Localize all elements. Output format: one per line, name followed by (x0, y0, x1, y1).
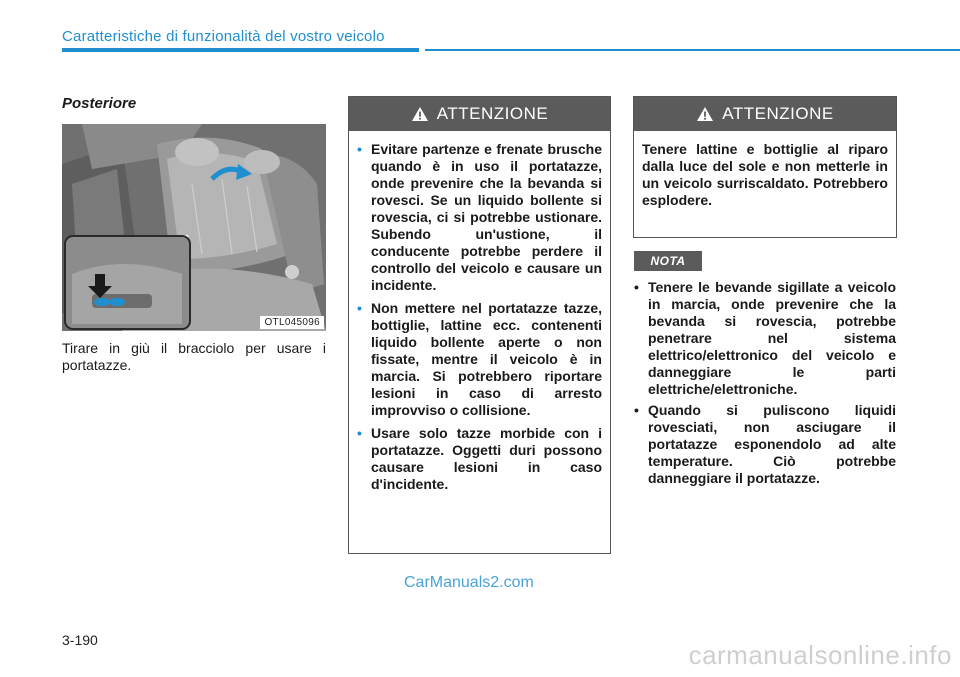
section-subheading: Posteriore (62, 95, 137, 112)
warning-header-1 (349, 97, 610, 131)
watermark-link[interactable]: CarManuals2.com (404, 574, 534, 591)
header-rule-thin (425, 49, 960, 51)
page-number: 3-190 (62, 632, 98, 648)
bullet-dot: • (357, 141, 362, 157)
warning-title-2: ATTENZIONE (722, 104, 834, 123)
warning-box-2 (633, 96, 897, 238)
warning-item: • Usare solo tazze morbide con i portatazze. Oggetti duri possono causare lesioni in caso d'incidente. (357, 425, 602, 492)
warning-item: • Evitare partenze e frenate brusche quando è in uso il portatazze, onde prevenire che la bevanda si rovesci. Se un liquido bollente si rovescia, ci si potrebbe ustionare. Subendo un'ustione, il conducente potrebbe perdere il controllo del veicolo e causare un incidente. (357, 141, 602, 293)
footer-watermark: carmanualsonline.info (688, 640, 952, 670)
warning-header-2 (634, 97, 896, 131)
nota-list (634, 279, 896, 491)
rear-seat-illustration (62, 124, 326, 331)
figure-code: OTL045096 (260, 316, 324, 329)
warning-triangle-icon (411, 106, 429, 122)
nota-badge: NOTA (634, 251, 702, 271)
warning-triangle-icon (696, 106, 714, 122)
bullet-dot: • (634, 402, 639, 418)
header-rule-thick (62, 48, 419, 52)
figure-caption: Tirare in giù il bracciolo per usare i portatazze. (62, 340, 326, 373)
bullet-dot: • (357, 300, 362, 316)
bullet-dot: • (357, 425, 362, 441)
header-title: Caratteristiche di funzionalità del vostro veicolo (62, 28, 385, 45)
warning-item: • Non mettere nel portatazze tazze, bottiglie, lattine ecc. contenenti liquido bollente aperte o non fissate, mentre il veicolo è in marcia. Si potrebbero riportare lesioni in caso di arresto improvviso o collisione. (357, 300, 602, 418)
warning-box-1 (348, 96, 611, 554)
warning-title-1: ATTENZIONE (436, 104, 549, 123)
warning-list-1 (349, 131, 610, 493)
warning-text-2: Tenere lattine e bottiglie al riparo dalla luce del sole e non metterle in un veicolo surriscaldato. Potrebbero esplodere. (642, 141, 888, 208)
rear-seat-figure (62, 124, 326, 331)
nota-item: • Tenere le bevande sigillate a veicolo in marcia, onde prevenire che la bevanda si rovescia, potrebbe penetrare nel sistema elettrico/elettronico del veicolo e danneggiare le parti elettriche/elettroniche. (634, 279, 896, 397)
nota-item: • Quando si puliscono liquidi rovesciati, non asciugare il portatazze esponendolo ad alte temperature. Ciò potrebbe danneggiare il portatazze. (634, 402, 896, 486)
bullet-dot: • (634, 279, 639, 295)
